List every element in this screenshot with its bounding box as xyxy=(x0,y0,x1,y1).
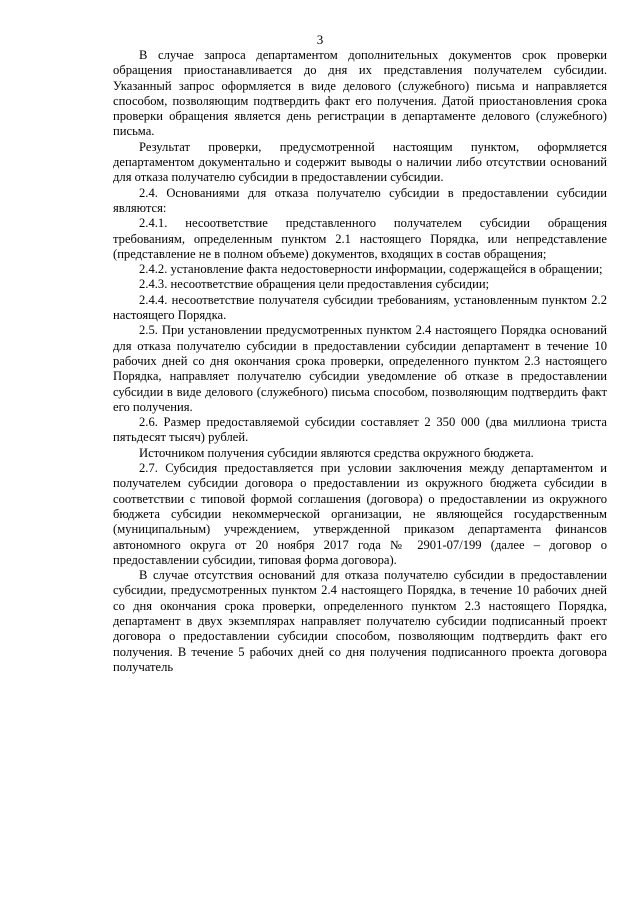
paragraph: Результат проверки, предусмотренной настоящим пунктом, оформляется департаментом документально и содержит выводы о наличии либо отсутствии оснований для отказа получателю субсидии в предоставлении субсидии. xyxy=(113,139,607,185)
paragraph: 2.4.1. несоответствие представленного получателем субсидии обращения требованиям, определенным пунктом 2.1 настоящего Порядка, или непредставление (представление не в полном объеме) документов, входящих в состав обращения; xyxy=(113,216,607,261)
page-number: 3 xyxy=(316,32,324,47)
paragraph: 2.7. Субсидия предоставляется при условии заключения между департаментом и получателем субсидии договора о предоставлении из окружного бюджета субсидии в соответствии с типовой формой соглашения (договора) о предоставлении из окружного бюджета субсидии некоммерческой организации, не являющейся государственным (муниципальным) учреждением, утвержденной приказом департамента финансов автономного округа от 20 ноября 2017 года № 2901-07/199 (далее – договор о предоставлении субсидии, типовая форма договора). xyxy=(113,461,607,567)
paragraph: 2.4.3. несоответствие обращения цели предоставления субсидии; xyxy=(139,277,490,292)
paragraph: Источником получения субсидии являются средства окружного бюджета. xyxy=(139,445,534,460)
paragraph: В случае отсутствия оснований для отказа получателю субсидии в предоставлении субсидии, предусмотренных пунктом 2.4 настоящего Порядка, в течение 10 рабочих дней со дня окончания срока проверки, определенного пунктом 2.3 настоящего Порядка, департамент в двух экземплярах направляет получателю субсидии подписанный проект договора о предоставлении субсидии способом, позволяющим подтвердить факт его получения. В течение 5 рабочих дней со дня получения подписанного проекта договора получатель xyxy=(113,568,607,674)
paragraph: 2.6. Размер предоставляемой субсидии составляет 2 350 000 (два миллиона триста пятьдесят тысяч) рублей. xyxy=(113,415,607,445)
paragraph: 2.4. Основаниями для отказа получателю субсидии в предоставлении субсидии являются: xyxy=(113,185,607,215)
document-body xyxy=(113,48,607,675)
paragraph: В случае запроса департаментом дополнительных документов срок проверки обращения приостанавливается до дня их представления получателем субсидии. Указанный запрос оформляется в виде делового (служебного) письма и направляется способом, позволяющим подтвердить факт его получения. Датой приостановления срока проверки обращения является день регистрации в департаменте делового (служебного) письма. xyxy=(113,48,607,139)
paragraph: 2.5. При установлении предусмотренных пунктом 2.4 настоящего Порядка оснований для отказа получателю субсидии в предоставлении субсидии департамент в течение 10 рабочих дней со дня окончания срока проверки, определенного пунктом 2.3 настоящего Порядка, направляет получателю субсидии уведомление об отказе в предоставлении субсидии в виде делового (служебного) письма способом, позволяющим подтвердить факт его получения. xyxy=(113,323,607,414)
paragraph: 2.4.4. несоответствие получателя субсидии требованиям, установленным пунктом 2.2 настоящего Порядка. xyxy=(113,292,607,323)
paragraph: 2.4.2. установление факта недостоверности информации, содержащейся в обращении; xyxy=(139,262,603,277)
